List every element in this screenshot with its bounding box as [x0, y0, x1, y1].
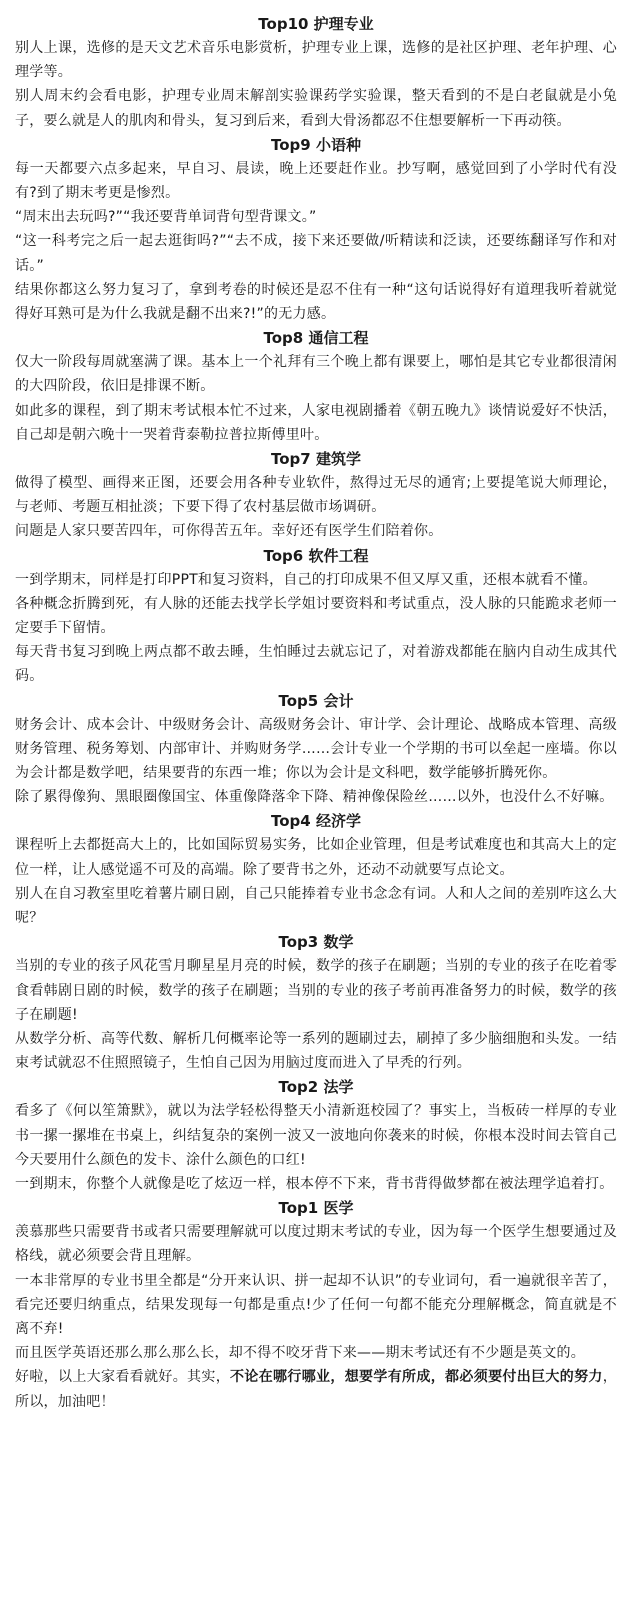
section-paragraph: 仅大一阶段每周就塞满了课。基本上一个礼拜有三个晚上都有课要上，哪怕是其它专业都很清闲的大四阶段，依旧是排课不断。: [15, 354, 617, 395]
section-paragraph: “这一科考完之后一起去逛街吗?”“去不成，接下来还要做/听精读和泛读，还要练翻译写作和对话。”: [15, 233, 617, 274]
closing-text-b: ，所以，加油吧！: [15, 1369, 617, 1410]
section-paragraph: 做得了模型、画得来正图，还要会用各种专业软件，熬得过无尽的通宵;上要提笔说大师理论，与老师、考题互相扯淡；下要下得了农村基层做市场调研。: [15, 475, 617, 516]
section-title: Top2 法学: [278, 1078, 354, 1097]
section-title: Top10 护理专业: [258, 15, 374, 33]
section-paragraph: 别人上课，选修的是天文艺术音乐电影赏析，护理专业上课，选修的是社区护理、老年护理、心理学等。: [15, 40, 617, 81]
closing-paragraph: [15, 1365, 617, 1413]
section-title: Top9 小语种: [271, 135, 361, 154]
section-paragraph: 除了累得像狗、黑眼圈像国宝、体重像降落伞下降、精神像保险丝……以外，也没什么不好嘛。: [15, 789, 614, 806]
section-paragraph: 当别的专业的孩子风花雪月聊星星月亮的时候，数学的孩子在刷题；当别的专业的孩子在吃着零食看韩剧日剧的时候，数学的孩子在刷题；当别的专业的孩子考前再准备努力的时候，数学的孩子在刷题!: [15, 958, 617, 1023]
closing-text-a: 好啦，以上大家看看就好。其实，: [15, 1369, 231, 1386]
section-paragraph: 每一天都要六点多起来，早自习、晨读，晚上还要赶作业。抄写啊，感觉回到了小学时代有没有?到了期末考更是惨烈。: [15, 160, 617, 202]
section-paragraph: 问题是人家只要苦四年，可你得苦五年。幸好还有医学生们陪着你。: [15, 523, 443, 540]
section-title: Top7 建筑学: [271, 450, 361, 469]
section-paragraph: 羡慕那些只需要背书或者只需要理解就可以度过期末考试的专业，因为每一个医学生想要通过及格线，就必须要会背且理解。: [15, 1224, 617, 1265]
section-title: Top4 经济学: [271, 812, 361, 831]
section-paragraph: 别人周末约会看电影，护理专业周末解剖实验课药学实验课，整天看到的不是白老鼠就是小兔子，要么就是人的肌肉和骨头，复习到后来，看到大骨汤都忍不住想要解析一下再动筷。: [15, 88, 617, 129]
sections: [15, 12, 617, 1365]
section-paragraph: 一本非常厚的专业书里全都是“分开来认识、拼一起却不认识”的专业词句，看一遍就很辛苦了，看完还要归纳重点，结果发现每一句都是重点!少了任何一句都不能充分理解概念，简直就是不离不弃!: [15, 1272, 617, 1337]
section-title: Top3 数学: [278, 933, 354, 952]
section-paragraph: 每天背书复习到晚上两点都不敢去睡，生怕睡过去就忘记了，对着游戏都能在脑内自动生成其代码。: [15, 644, 617, 685]
section-paragraph: 如此多的课程，到了期末考试根本忙不过来，人家电视剧播着《朝五晚九》谈情说爱好不快活，自己却是朝六晚十一哭着背泰勒拉普拉斯傅里叶。: [15, 402, 617, 443]
closing-bold-text: 不论在哪行哪业，想要学有所成，都必须要付出巨大的努力: [230, 1369, 603, 1386]
section-paragraph: 一到学期末，同样是打印PPT和复习资料，自己的打印成果不但又厚又重，还根本就看不懂。: [15, 571, 597, 588]
section-paragraph: 一到期末，你整个人就像是吃了炫迈一样，根本停不下来，背书背得做梦都在被法理学追着打。: [15, 1175, 614, 1192]
section-paragraph: 而且医学英语还那么那么那么长，却不得不咬牙背下来——期末考试还有不少题是英文的。: [15, 1345, 585, 1362]
section-paragraph: 各种概念折腾到死，有人脉的还能去找学长学姐讨要资料和考试重点，没人脉的只能跪求老师一定要手下留情。: [15, 595, 617, 637]
section-title: Top8 通信工程: [263, 329, 369, 348]
section-title: Top5 会计: [278, 691, 354, 710]
section-paragraph: 看多了《何以笙箫默》，就以为法学轻松得整天小清新逛校园了？事实上，当板砖一样厚的专业书一摞一摞堆在书桌上，纠结复杂的案例一波又一波地向你袭来的时候，你根本没时间去管自己今天要用什么颜色的发卡、涂什么颜色的口红!: [15, 1103, 617, 1168]
section-paragraph: 从数学分析、高等代数、解析几何概率论等一系列的题刷过去，刷掉了多少脑细胞和头发。一结束考试就忍不住照照镜子，生怕自己因为用脑过度而进入了早秃的行列。: [15, 1030, 617, 1072]
section-title: Top6 软件工程: [263, 546, 369, 565]
section-paragraph: “周末出去玩吗?”“我还要背单词背句型背课文。”: [15, 209, 317, 226]
section-paragraph: 财务会计、成本会计、中级财务会计、高级财务会计、审计学、会计理论、战略成本管理、高级财务管理、税务筹划、内部审计、并购财务学……会计专业一个学期的书可以垒起一座墙。你以为会计都是数学吧，结果要背的东西一堆；你以为会计是文科吧，数学能够折腾死你。: [15, 716, 617, 782]
section-paragraph: 别人在自习教室里吃着薯片刷日剧，自己只能捧着专业书念念有词。人和人之间的差别咋这么大呢？: [15, 885, 617, 927]
section-paragraph: 结果你都这么努力复习了，拿到考卷的时候还是忍不住有一种“这句话说得好有道理我听着就觉得好耳熟可是为什么我就是翻不出来?!”的无力感。: [15, 281, 617, 323]
section-title: Top1 医学: [278, 1199, 354, 1218]
section-paragraph: 课程听上去都挺高大上的，比如国际贸易实务，比如企业管理，但是考试难度也和其高大上的定位一样，让人感觉遥不可及的高端。除了要背书之外，还动不动就要写点论文。: [15, 837, 617, 878]
